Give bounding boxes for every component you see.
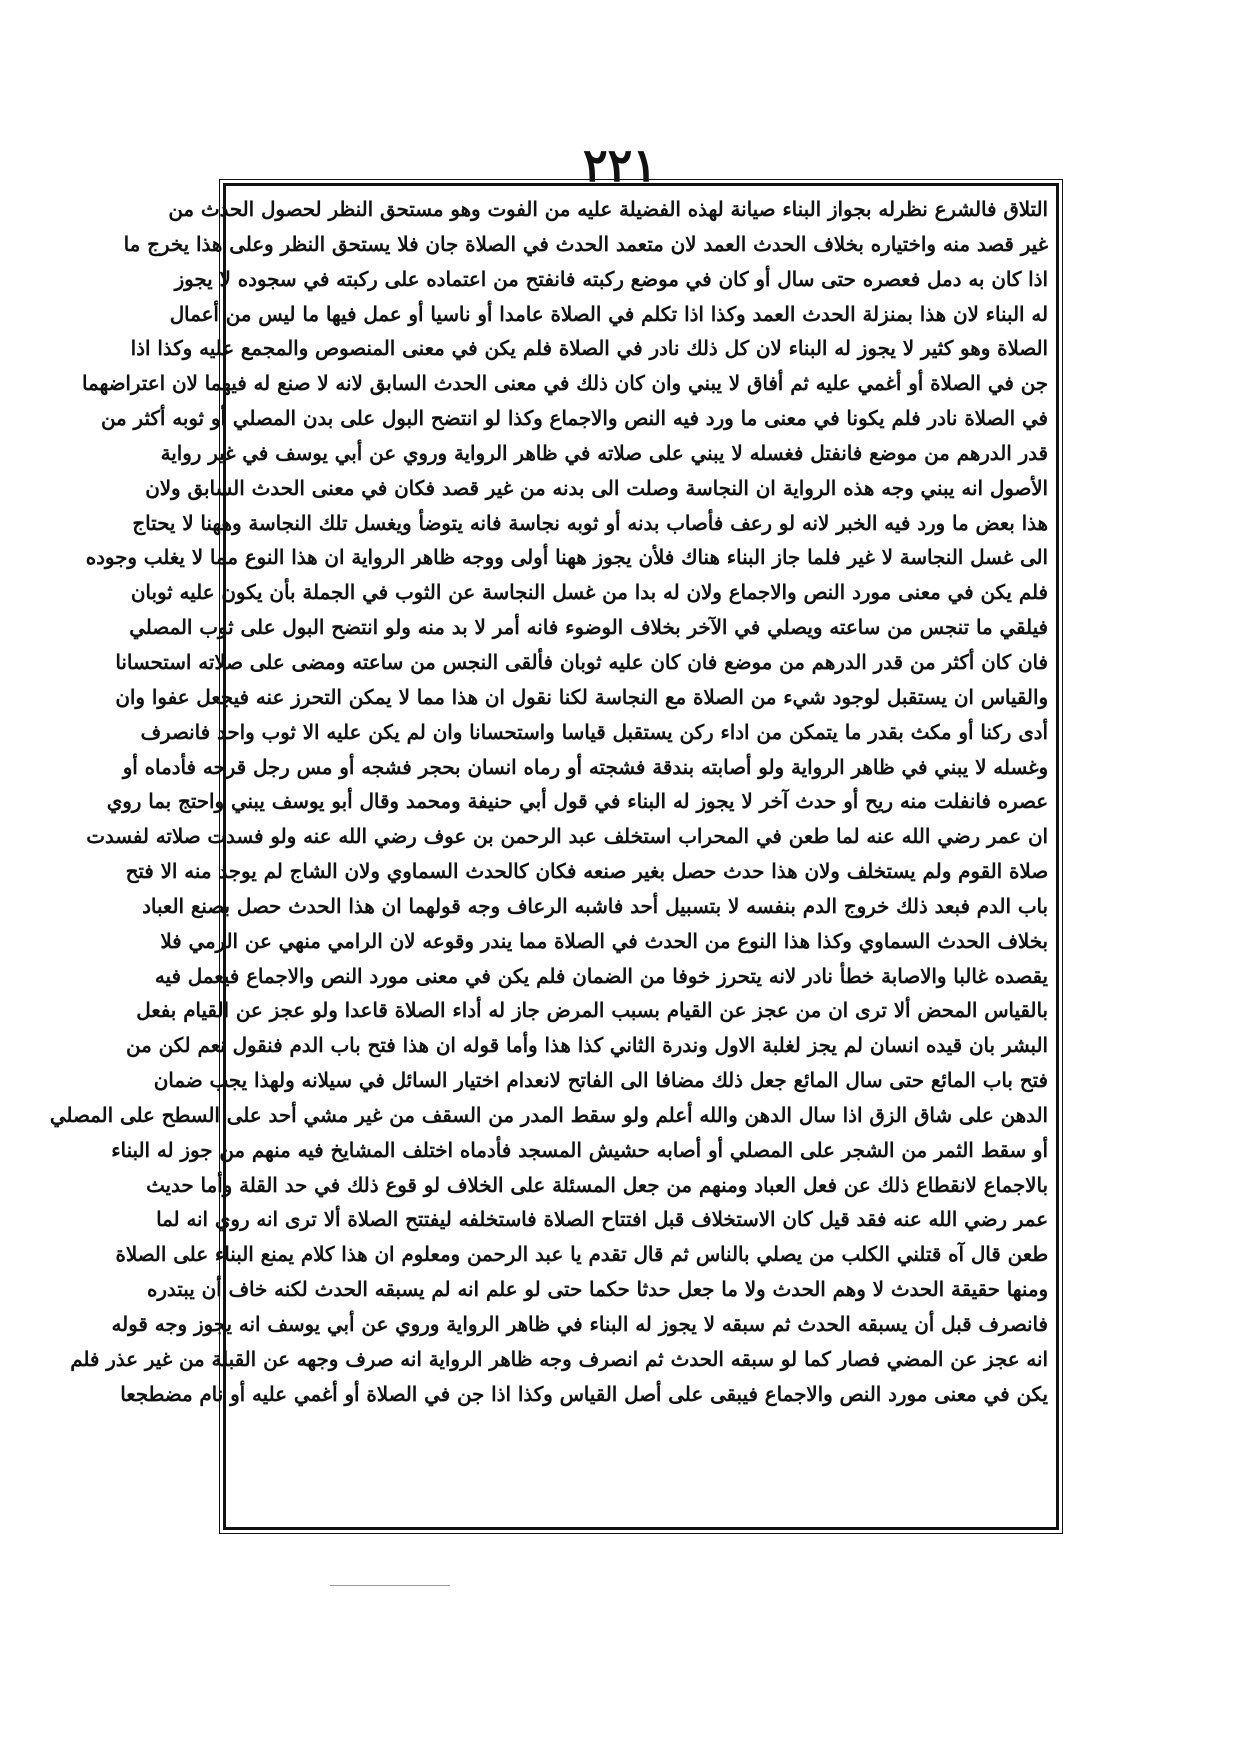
text-line: بخلاف الحدث السماوي وكذا هذا النوع من الحدث في الصلاة مما يندر وقوعه لان الرامي منهي عن الرمي فلا <box>160 928 1048 953</box>
text-line: فانصرف قبل أن يسبقه الحدث ثم سبقه لا يجوز له البناء في ظاهر الرواية وروي عن أبي يوسف انه يجوز وجه قوله <box>111 1312 1048 1336</box>
text-line: فتح باب المائع حتى سال المائع جعل ذلك مضافا الى الفاتح لانعدام اختيار السائل في سيلانه ولهذا يجب ضمان <box>153 1068 1048 1093</box>
text-line: والقياس ان يستقبل لوجود شيء من الصلاة مع النجاسة لكنا نقول ان هذا مما لا يمكن التحرز عنه فيجعل عفوا وان <box>115 684 1048 709</box>
page-number: ٢٢١ <box>582 138 658 192</box>
text-line: له البناء لان هذا بمنزلة الحدث العمد وكذا اذا تكلم في الصلاة عامدا أو ناسيا أو عمل فيها ما ليس من أعمال <box>169 301 1048 326</box>
text-line: يكن في معنى مورد النص والاجماع فيبقى على أصل القياس وكذا اذا جن في الصلاة أو أغمي عليه أو نام مضطجعا <box>120 1381 1048 1406</box>
text-line: ومنها حقيقة الحدث لا وهم الحدث ولا ما جعل حدثا حكما حتى لو علم انه لم يسبقه الحدث لكنه خاف أن يبتدره <box>146 1277 1048 1302</box>
text-line: بالقياس المحض ألا ترى ان من عجز عن القيام بسبب المرض جاز له أداء الصلاة قاعدا ولو عجز عن القيام بفعل <box>136 998 1048 1023</box>
text-line: الأصول انه يبني وجه هذه الرواية ان النجاسة وصلت الى بدنه من غير قصد فكان في معنى الحدث السابق ولان <box>145 475 1048 500</box>
text-line: فيلقي ما تنجس من ساعته ويصلي في الآخر بخلاف الوضوء فانه أمر لا بد منه ولو انتضح البول على ثوب المصلي <box>129 615 1048 640</box>
text-line: هذا بعض ما ورد فيه الخبر لانه لو رعف فأصاب بدنه أو ثوبه نجاسة فانه يتوضأ ويغسل تلك النجاسة وههنا لا يحتاج <box>132 510 1048 535</box>
text-block <box>49 192 1048 1521</box>
text-line: الصلاة وهو كثير لا يجوز له البناء لان كل ذلك نادر في الصلاة فلم يكن في معنى المنصوص والمجمع عليه وكذا اذا <box>130 336 1048 361</box>
text-line: عصره فانفلت منه ريح أو حدث آخر لا يجوز له البناء في قول أبي حنيفة ومحمد وقال أبو يوسف يبني واحتج بما روي <box>106 789 1048 814</box>
text-line: فان كان أكثر من قدر الدرهم من موضع فان كان عليه ثوبان فألقى النجس من ساعته ومضى على صلاته استحسانا <box>115 649 1048 674</box>
text-line: ان عمر رضي الله عنه لما طعن في المحراب استخلف عبد الرحمن بن عوف رضي الله عنه ولو فسدت صلاته لفسدت <box>86 824 1048 849</box>
text-line: في الصلاة نادر فلم يكونا في معنى ما ورد فيه النص والاجماع وكذا لو انتضح البول على بدن المصلي أو ثوبه أكثر من <box>100 406 1048 431</box>
text-frame <box>49 183 1059 1530</box>
text-line: اذا كان به دمل فعصره حتى سال أو كان في موضع ركبته فانفتح من اعتماده على ركبته في سجوده لا يجوز <box>174 266 1048 291</box>
text-line: فلم يكن في معنى مورد النص والاجماع ولان له بدا من غسل النجاسة عن الثوب في الجملة بأن يكون عليه ثوبان <box>130 580 1048 605</box>
text-line: بالاجماع لانقطاع ذلك عن فعل العباد ومنهم من جعل المسئلة على الخلاف لو قوع ذلك في حد القلة وأما حديث <box>146 1172 1048 1197</box>
text-line: أو سقط الثمر من الشجر على المصلي أو أصابه حشيش المسجد فأدماه اختلف المشايخ فيه منهم من جوز له البناء <box>111 1137 1048 1162</box>
text-line: الى غسل النجاسة لا غير فلما جاز البناء هناك فلأن يجوز ههنا أولى ووجه ظاهر الرواية ان هذا النوع مما لا يغلب وجوده <box>85 545 1048 570</box>
text-line: انه عجز عن المضي فصار كما لو سبقه الحدث ثم انصرف وجه ظاهر الرواية انه صرف وجهه عن القبلة من غير عذر فلم <box>70 1346 1048 1371</box>
text-line: التلاق فالشرع نظرله بجواز البناء صيانة لهذه الفضيلة عليه من الفوت وهو مستحق النظر لحصول الحدث من <box>168 197 1048 221</box>
bottom-rule <box>330 1585 450 1586</box>
text-line: وغسله لا يبني في ظاهر الرواية ولو أصابته بندقة فشجته أو رماه انسان بحجر فشجه أو مس رجل قرحه فأدماه أو <box>122 754 1048 779</box>
text-line: البشر بان قيده انسان لم يجز لغلبة الاول وندرة الثاني كذا هذا وأما قوله ان هذا فتح باب الدم فنقول نعم لكن من <box>126 1033 1048 1058</box>
text-line: يقصده غالبا والاصابة خطأ نادر لانه يتحرز خوفا من الضمان فلم يكن في معنى مورد النص والاجماع فيعمل فيه <box>154 963 1048 988</box>
text-line: أدى ركنا أو مكث بقدر ما يتمكن من اداء ركن يستقبل قياسا واستحسانا وان لم يكن عليه الا ثوب واحد فانصرف <box>140 719 1048 744</box>
text-line: الدهن على شاق الزق اذا سال الدهن والله أعلم ولو سقط المدر من السقف من غير مشي أحد على السطح على المصلي <box>49 1102 1048 1127</box>
text-line: قدر الدرهم من موضع فانفتل فغسله لا يبني على صلاته في ظاهر الرواية وروي عن أبي يوسف في غير رواية <box>160 440 1048 465</box>
text-line: صلاة القوم ولم يستخلف ولان هذا حدث حصل بغير صنعه فكان كالحدث السماوي ولان الشاج لم يوجد منه الا فتح <box>125 859 1048 884</box>
text-line: عمر رضي الله عنه فقد قيل كان الاستخلاف قبل افتتاح الصلاة فاستخلفه ليفتتح الصلاة ألا ترى انه روي انه لما <box>156 1207 1048 1232</box>
text-line: طعن قال آه قتلني الكلب من يصلي بالناس ثم قال تقدم يا عبد الرحمن ومعلوم ان هذا كلام يمنع البناء على الصلاة <box>115 1242 1048 1267</box>
text-line: جن في الصلاة أو أغمي عليه ثم أفاق لا يبني وان كان ذلك في معنى الحدث السابق لانه لا صنع له فيهما لان اعتراضهما <box>82 371 1048 396</box>
text-line: باب الدم فبعد ذلك خروج الدم بنفسه لا بتسبيل أحد فاشبه الرعاف وجه قولهما ان هذا الحدث حصل بصنع العباد <box>142 893 1048 918</box>
text-line: غير قصد منه واختياره بخلاف الحدث العمد لان متعمد الحدث في الصلاة جان فلا يستحق النظر وعلى هذا يخرج ما <box>123 231 1048 256</box>
